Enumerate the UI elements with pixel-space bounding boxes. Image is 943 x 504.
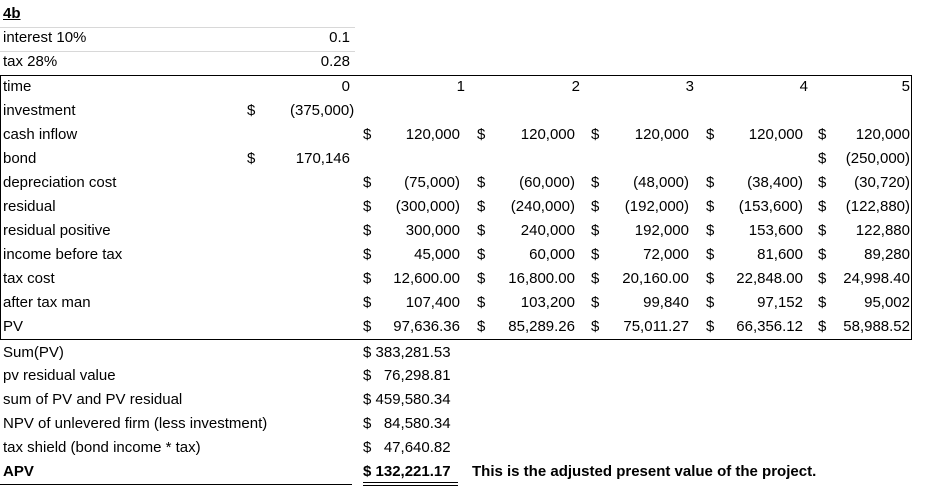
currency-symbol: $ (591, 126, 600, 143)
currency-symbol: $ (363, 318, 372, 335)
currency-symbol: $ (247, 102, 256, 119)
bond-value-5[interactable]: (250,000) (845, 150, 910, 167)
depreciation-row (0, 171, 943, 195)
cash-inflow-2[interactable]: 120,000 (520, 126, 575, 143)
residual-positive-row (0, 219, 943, 243)
currency-symbol: $ (818, 198, 827, 215)
currency-symbol: $ (363, 222, 372, 239)
depreciation-2[interactable]: (60,000) (519, 174, 575, 191)
tax-cost-row (0, 267, 943, 291)
cash-inflow-label[interactable]: cash inflow (3, 126, 78, 143)
currency-symbol: $ (363, 198, 372, 215)
income-before-tax-3[interactable]: 72,000 (643, 246, 689, 263)
residual-5[interactable]: (122,880) (845, 198, 910, 215)
currency-symbol: $ (591, 270, 600, 287)
depreciation-4[interactable]: (38,400) (747, 174, 803, 191)
apv-row (0, 460, 943, 484)
tax-cost-5[interactable]: 24,998.40 (843, 270, 910, 287)
currency-symbol: $ (363, 174, 372, 191)
pv-residual-row (0, 364, 943, 388)
time-label[interactable]: time (3, 78, 32, 95)
period-0[interactable]: 0 (341, 78, 350, 95)
pv-residual-label[interactable]: pv residual value (3, 367, 116, 384)
currency-symbol: $ (477, 270, 486, 287)
interest-label[interactable]: interest 10% (3, 29, 87, 46)
currency-symbol: $ (363, 294, 372, 311)
tax-value[interactable]: 0.28 (320, 53, 350, 70)
after-tax-2[interactable]: 103,200 (520, 294, 575, 311)
tax-cost-label[interactable]: tax cost (3, 270, 55, 287)
sheet-title-row (0, 2, 943, 26)
currency-symbol: $ (706, 246, 715, 263)
income-before-tax-row (0, 243, 943, 267)
residual-positive-5[interactable]: 122,880 (855, 222, 910, 239)
apv-value[interactable]: $ 132,221.17 (363, 463, 451, 480)
currency-symbol: $ (706, 198, 715, 215)
cash-inflow-1[interactable]: 120,000 (405, 126, 460, 143)
cash-inflow-row (0, 123, 943, 147)
after-tax-3[interactable]: 99,840 (643, 294, 689, 311)
period-2[interactable]: 2 (571, 78, 580, 95)
apv-double-underline-2 (363, 485, 458, 486)
currency-symbol: $ (818, 318, 827, 335)
sum-pv-residual-label[interactable]: sum of PV and PV residual (3, 391, 183, 408)
tax-cost-2[interactable]: 16,800.00 (508, 270, 575, 287)
after-tax-4[interactable]: 97,152 (757, 294, 803, 311)
currency-symbol: $ (477, 198, 486, 215)
currency-symbol: $ (706, 318, 715, 335)
currency-symbol: $ (818, 294, 827, 311)
sheet-title[interactable]: 4b (3, 5, 21, 22)
period-4[interactable]: 4 (799, 78, 808, 95)
sum-pv-residual-row (0, 388, 943, 412)
residual-positive-2[interactable]: 240,000 (520, 222, 575, 239)
currency-symbol: $ (477, 222, 486, 239)
apv-double-underline (363, 482, 458, 483)
bond-value-0[interactable]: 170,146 (295, 150, 350, 167)
currency-symbol: $ (591, 246, 600, 263)
income-before-tax-4[interactable]: 81,600 (757, 246, 803, 263)
currency-symbol: $ (706, 222, 715, 239)
npv-unlevered-row (0, 412, 943, 436)
residual-label[interactable]: residual (3, 198, 56, 215)
residual-4[interactable]: (153,600) (738, 198, 803, 215)
currency-symbol: $ (818, 174, 827, 191)
sum-pv-value[interactable]: $ 383,281.53 (363, 344, 451, 361)
pv-label[interactable]: PV (3, 318, 24, 335)
depreciation-5[interactable]: (30,720) (854, 174, 910, 191)
npv-unlevered-label[interactable]: NPV of unlevered firm (less investment) (3, 415, 268, 432)
depreciation-3[interactable]: (48,000) (633, 174, 689, 191)
currency-symbol: $ (591, 318, 600, 335)
currency-symbol: $ (591, 294, 600, 311)
tax-shield-value[interactable]: $ 47,640.82 (363, 439, 451, 456)
time-row (0, 75, 943, 99)
bond-label[interactable]: bond (3, 150, 37, 167)
currency-symbol: $ (247, 150, 256, 167)
tax-cost-3[interactable]: 20,160.00 (622, 270, 689, 287)
currency-symbol: $ (706, 126, 715, 143)
depreciation-1[interactable]: (75,000) (404, 174, 460, 191)
apv-label[interactable]: APV (3, 463, 34, 480)
period-1[interactable]: 1 (456, 78, 465, 95)
pv-2[interactable]: 85,289.26 (508, 318, 575, 335)
pv-row (0, 315, 943, 339)
pv-residual-value[interactable]: $ 76,298.81 (363, 367, 451, 384)
currency-symbol: $ (706, 294, 715, 311)
residual-positive-3[interactable]: 192,000 (634, 222, 689, 239)
income-before-tax-label[interactable]: income before tax (3, 246, 123, 263)
sum-pv-label[interactable]: Sum(PV) (3, 344, 64, 361)
pv-4[interactable]: 66,356.12 (736, 318, 803, 335)
after-tax-5[interactable]: 95,002 (864, 294, 910, 311)
investment-value-0[interactable]: (375,000) (290, 102, 355, 119)
currency-symbol: $ (818, 126, 827, 143)
currency-symbol: $ (818, 222, 827, 239)
income-before-tax-1[interactable]: 45,000 (414, 246, 460, 263)
residual-positive-1[interactable]: 300,000 (405, 222, 460, 239)
residual-row (0, 195, 943, 219)
currency-symbol: $ (591, 198, 600, 215)
currency-symbol: $ (818, 246, 827, 263)
cash-inflow-5[interactable]: 120,000 (855, 126, 910, 143)
currency-symbol: $ (818, 150, 827, 167)
currency-symbol: $ (363, 126, 372, 143)
tax-shield-label[interactable]: tax shield (bond income * tax) (3, 439, 201, 456)
currency-symbol: $ (363, 270, 372, 287)
depreciation-label[interactable]: depreciation cost (3, 174, 117, 191)
income-before-tax-2[interactable]: 60,000 (529, 246, 575, 263)
residual-positive-label[interactable]: residual positive (3, 222, 111, 239)
after-tax-1[interactable]: 107,400 (405, 294, 460, 311)
currency-symbol: $ (818, 270, 827, 287)
apv-note[interactable]: This is the adjusted present value of the project. (472, 463, 817, 480)
tax-row (0, 50, 943, 74)
residual-positive-4[interactable]: 153,600 (748, 222, 803, 239)
period-5[interactable]: 5 (901, 78, 910, 95)
currency-symbol: $ (477, 126, 486, 143)
investment-label[interactable]: investment (3, 102, 76, 119)
period-3[interactable]: 3 (685, 78, 694, 95)
apv-top-divider (0, 484, 352, 485)
cash-inflow-4[interactable]: 120,000 (748, 126, 803, 143)
residual-3[interactable]: (192,000) (624, 198, 689, 215)
after-tax-label[interactable]: after tax man (3, 294, 91, 311)
currency-symbol: $ (591, 174, 600, 191)
currency-symbol: $ (477, 174, 486, 191)
pv-1[interactable]: 97,636.36 (393, 318, 460, 335)
interest-value[interactable]: 0.1 (329, 29, 350, 46)
residual-2[interactable]: (240,000) (510, 198, 575, 215)
currency-symbol: $ (363, 246, 372, 263)
sum-pv-residual-value[interactable]: $ 459,580.34 (363, 391, 451, 408)
currency-symbol: $ (477, 294, 486, 311)
tax-label[interactable]: tax 28% (3, 53, 58, 70)
tax-shield-row (0, 436, 943, 460)
bond-row (0, 147, 943, 171)
after-tax-row (0, 291, 943, 315)
pv-5[interactable]: 58,988.52 (843, 318, 910, 335)
currency-symbol: $ (706, 270, 715, 287)
npv-unlevered-value[interactable]: $ 84,580.34 (363, 415, 451, 432)
tax-cost-1[interactable]: 12,600.00 (393, 270, 460, 287)
tax-cost-4[interactable]: 22,848.00 (736, 270, 803, 287)
cash-inflow-3[interactable]: 120,000 (634, 126, 689, 143)
investment-row (0, 99, 943, 123)
currency-symbol: $ (477, 318, 486, 335)
currency-symbol: $ (477, 246, 486, 263)
currency-symbol: $ (591, 222, 600, 239)
sum-pv-row (0, 341, 943, 365)
interest-row (0, 26, 943, 50)
currency-symbol: $ (706, 174, 715, 191)
pv-3[interactable]: 75,011.27 (623, 318, 689, 335)
income-before-tax-5[interactable]: 89,280 (864, 246, 910, 263)
residual-1[interactable]: (300,000) (395, 198, 460, 215)
